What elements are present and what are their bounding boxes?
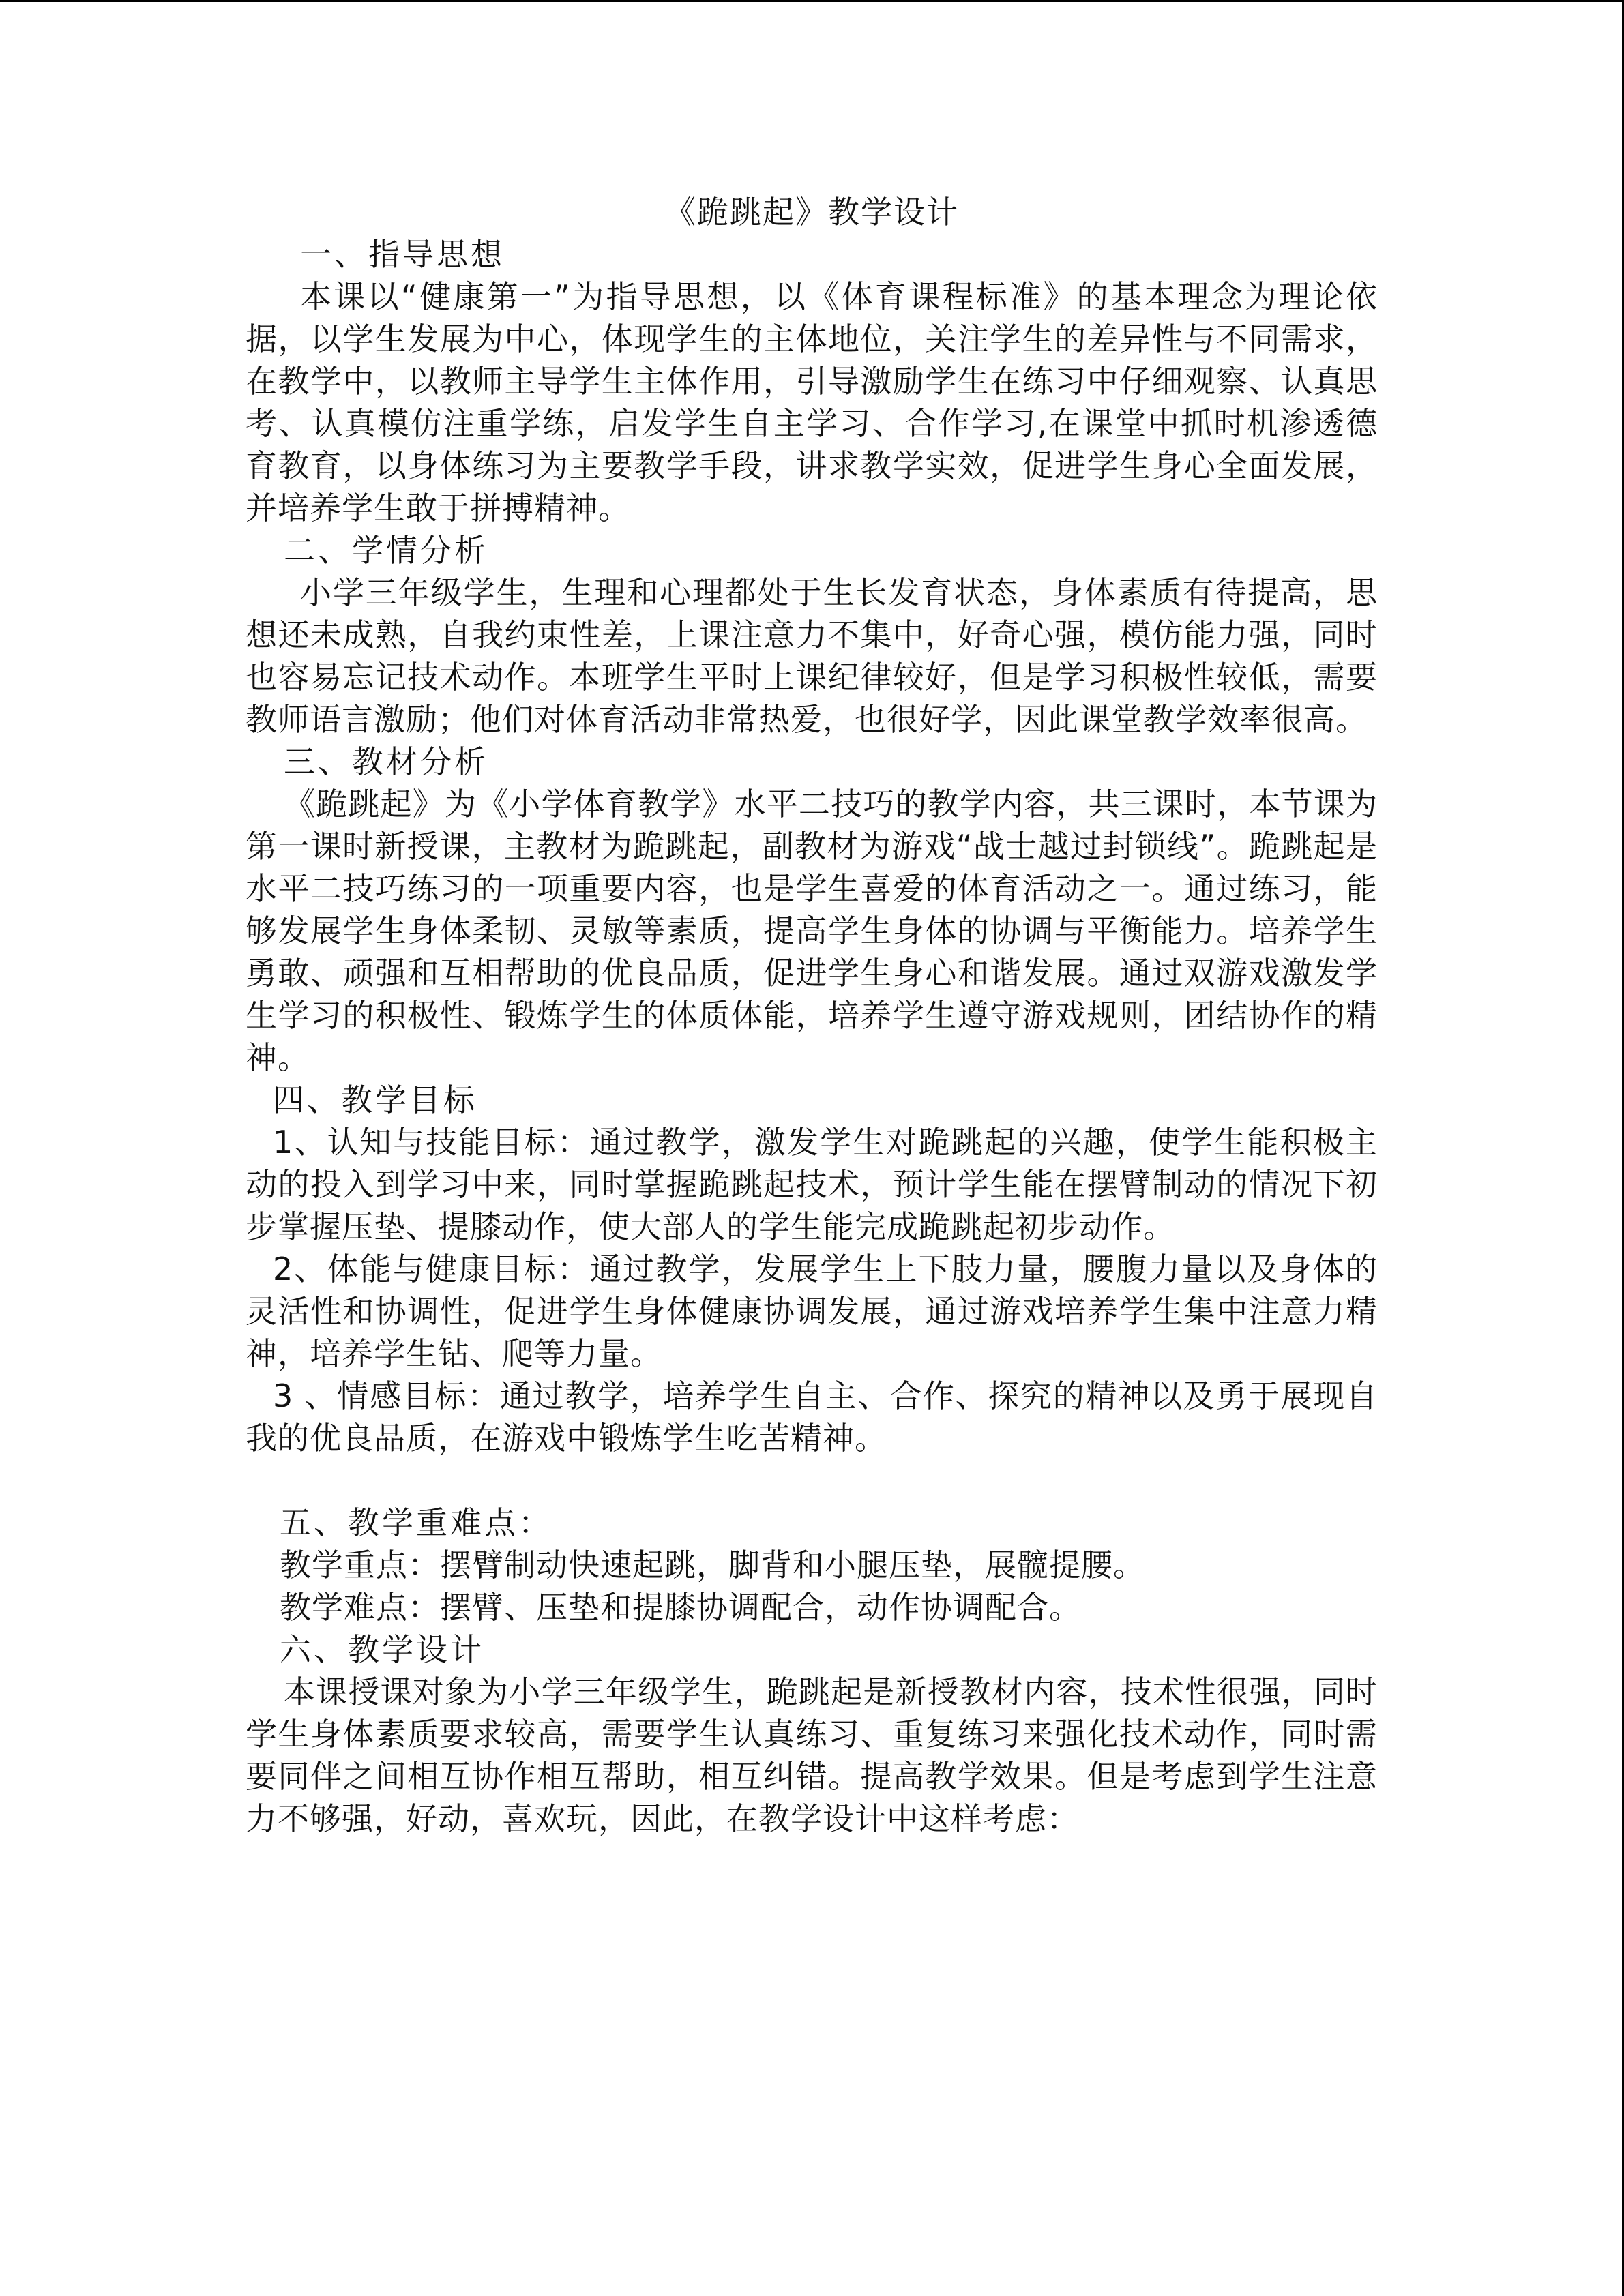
document-body xyxy=(246,191,1378,1840)
section-heading-material-analysis: 三、教材分析 xyxy=(284,743,488,780)
section-paragraph-teaching-design: 本课授课对象为小学三年级学生，跪跳起是新授教材内容，技术性很强，同时学生身体素质要求较高，需要学生认真练习、重复练习来强化技术动作，同时需要同伴之间相互协作相互帮助，相互纠错。提高教学效果。但是考虑到学生注意力不够强，好动，喜欢玩，因此，在教学设计中这样考虑： xyxy=(246,1673,1378,1837)
section-paragraph-material-analysis: 《跪跳起》为《小学体育教学》水平二技巧的教学内容，共三课时，本节课为第一课时新授课，主教材为跪跳起，副教材为游戏“战士越过封锁线”。跪跳起是水平二技巧练习的一项重要内容，也是学生喜爱的体育活动之一。通过练习，能够发展学生身体柔韧、灵敏等素质，提高学生身体的协调与平衡能力。培养学生勇敢、顽强和互相帮助的优良品质，促进学生身心和谐发展。通过双游戏激发学生学习的积极性、锻炼学生的体质体能，培养学生遵守游戏规则，团结协作的精神。 xyxy=(246,786,1378,1076)
key-point-paragraph: 教学重点：摆臂制动快速起跳，脚背和小腿压垫，展髋提腰。 xyxy=(280,1547,1145,1583)
section-heading-key-points: 五、教学重难点： xyxy=(280,1504,552,1541)
section-heading-teaching-design: 六、教学设计 xyxy=(280,1631,484,1668)
goal-paragraph-emotional: 3 、情感目标：通过教学，培养学生自主、合作、探究的精神以及勇于展现自我的优良品质，在游戏中锻炼学生吃苦精神。 xyxy=(246,1377,1378,1457)
goal-paragraph-physical: 2、体能与健康目标：通过教学，发展学生上下肢力量，腰腹力量以及身体的灵活性和协调性，促进学生身体健康协调发展，通过游戏培养学生集中注意力精神，培养学生钻、爬等力量。 xyxy=(246,1251,1378,1372)
section-paragraph-student-analysis: 小学三年级学生，生理和心理都处于生长发育状态，身体素质有待提高，思想还未成熟，自我约束性差，上课注意力不集中，好奇心强，模仿能力强，同时也容易忘记技术动作。本班学生平时上课纪律较好，但是学习积极性较低，需要教师语言激励；他们对体育活动非常热爱，也很好学，因此课堂教学效率很高。 xyxy=(246,574,1378,738)
section-heading-student-analysis: 二、学情分析 xyxy=(284,532,488,569)
section-heading-guiding-ideology: 一、指导思想 xyxy=(300,236,505,273)
goal-paragraph-cognitive: 1、认知与技能目标：通过教学，激发学生对跪跳起的兴趣，使学生能积极主动的投入到学习中来，同时掌握跪跳起技术，预计学生能在摆臂制动的情况下初步掌握压垫、提膝动作，使大部人的学生能完成跪跳起初步动作。 xyxy=(246,1124,1378,1245)
section-paragraph-guiding-ideology: 本课以“健康第一”为指导思想，以《体育课程标准》的基本理念为理论依据，以学生发展为中心，体现学生的主体地位，关注学生的差异性与不同需求，在教学中，以教师主导学生主体作用，引导激励学生在练习中仔细观察、认真思考、认真模仿注重学练，启发学生自主学习、合作学习,在课堂中抓时机渗透德育教育，以身体练习为主要教学手段，讲求教学实效，促进学生身心全面发展，并培养学生敢于拼搏精神。 xyxy=(246,278,1378,526)
page-border-top xyxy=(0,0,1624,2)
blank-line xyxy=(246,1459,1378,1502)
document-title: 《跪跳起》教学设计 xyxy=(664,194,959,230)
difficult-point-paragraph: 教学难点：摆臂、压垫和提膝协调配合，动作协调配合。 xyxy=(280,1589,1081,1626)
section-heading-teaching-goals: 四、教学目标 xyxy=(273,1082,477,1118)
